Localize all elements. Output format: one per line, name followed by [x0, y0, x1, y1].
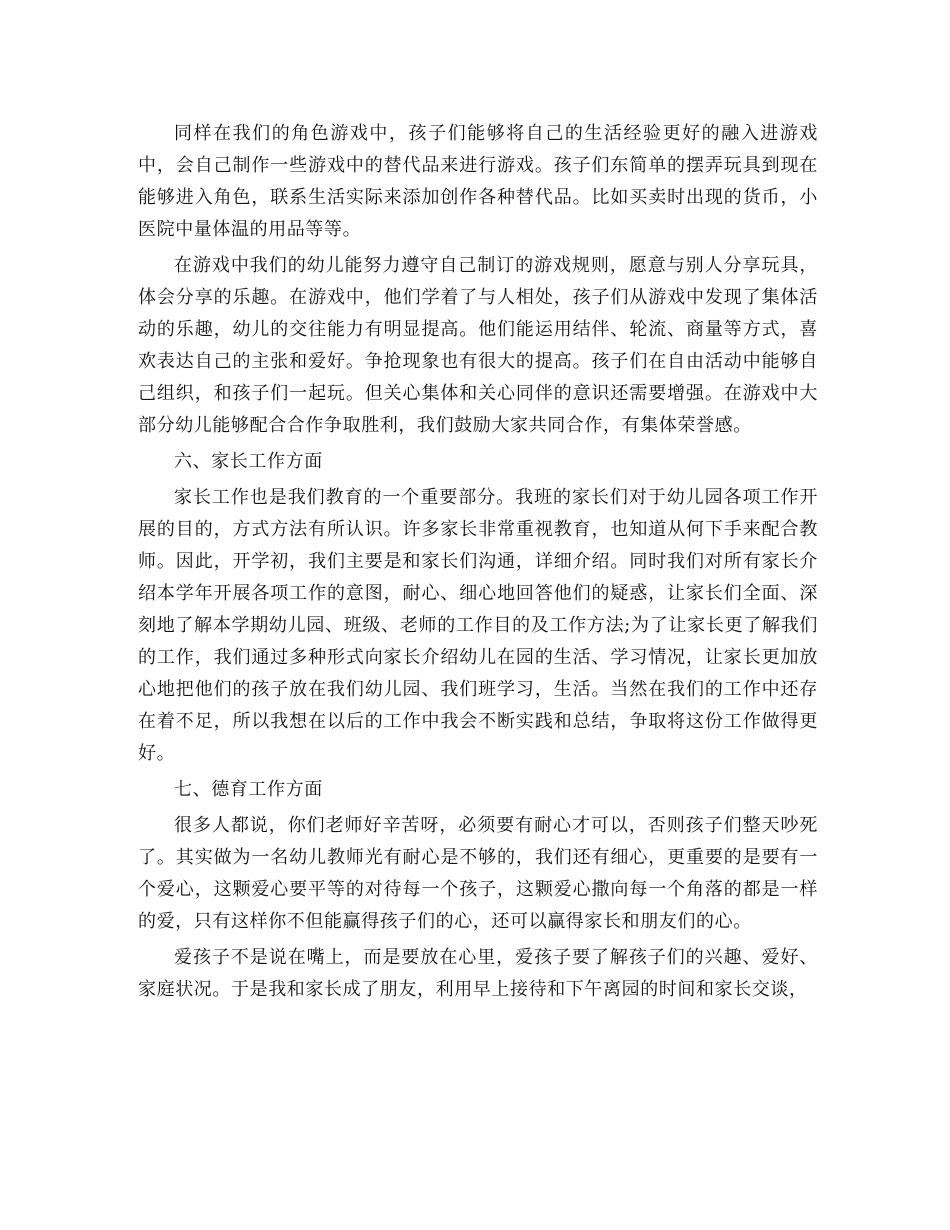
paragraph-love-children: 爱孩子不是说在嘴上，而是要放在心里，爱孩子要了解孩子们的兴趣、爱好、家庭状况。于是我和家长成了朋友，利用早上接待和下午离园的时间和家长交谈，: [138, 947, 818, 1000]
section-heading-parent-work: 六、家长工作方面: [174, 451, 323, 472]
section-heading-moral-education: 七、德育工作方面: [174, 779, 323, 800]
paragraph-patience-love: 很多人都说，你们老师好辛苦呀，必须要有耐心才可以，否则孩子们整天吵死了。其实做为一名幼儿教师光有耐心是不够的，我们还有细心，更重要的是要有一个爱心，这颗爱心要平等的对待每一个孩子，这颗爱心撒向每一个角落的都是一样的爱，只有这样你不但能赢得孩子们的心，还可以赢得家长和朋友们的心。: [138, 815, 818, 932]
paragraph-role-play: 同样在我们的角色游戏中，孩子们能够将自己的生活经验更好的融入进游戏中，会自己制作一些游戏中的替代品来进行游戏。孩子们东简单的摆弄玩具到现在能够进入角色，联系生活实际来添加创作各种替代品。比如买卖时出现的货币，小医院中量体温的用品等等。: [138, 123, 818, 240]
paragraph-game-rules: 在游戏中我们的幼儿能努力遵守自己制订的游戏规则，愿意与别人分享玩具，体会分享的乐趣。在游戏中，他们学着了与人相处，孩子们从游戏中发现了集体活动的乐趣，幼儿的交往能力有明显提高。他们能运用结伴、轮流、商量等方式，喜欢表达自己的主张和爱好。争抢现象也有很大的提高。孩子们在自由活动中能够自己组织，和孩子们一起玩。但关心集体和关心同伴的意识还需要增强。在游戏中大部分幼儿能够配合合作争取胜利，我们鼓励大家共同合作，有集体荣誉感。: [138, 255, 818, 436]
document-body: [138, 118, 818, 1010]
paragraph-parent-work: 家长工作也是我们教育的一个重要部分。我班的家长们对于幼儿园各项工作开展的目的，方式方法有所认识。许多家长非常重视教育，也知道从何下手来配合教师。因此，开学初，我们主要是和家长们沟通，详细介绍。同时我们对所有家长介绍本学年开展各项工作的意图，耐心、细心地回答他们的疑惑，让家长们全面、深刻地了解本学期幼儿园、班级、老师的工作目的及工作方法;为了让家长更了解我们的工作，我们通过多种形式向家长介绍幼儿在园的生活、学习情况，让家长更加放心地把他们的孩子放在我们幼儿园、我们班学习，生活。当然在我们的工作中还存在着不足，所以我想在以后的工作中我会不断实践和总结，争取将这份工作做得更好。: [138, 487, 818, 764]
